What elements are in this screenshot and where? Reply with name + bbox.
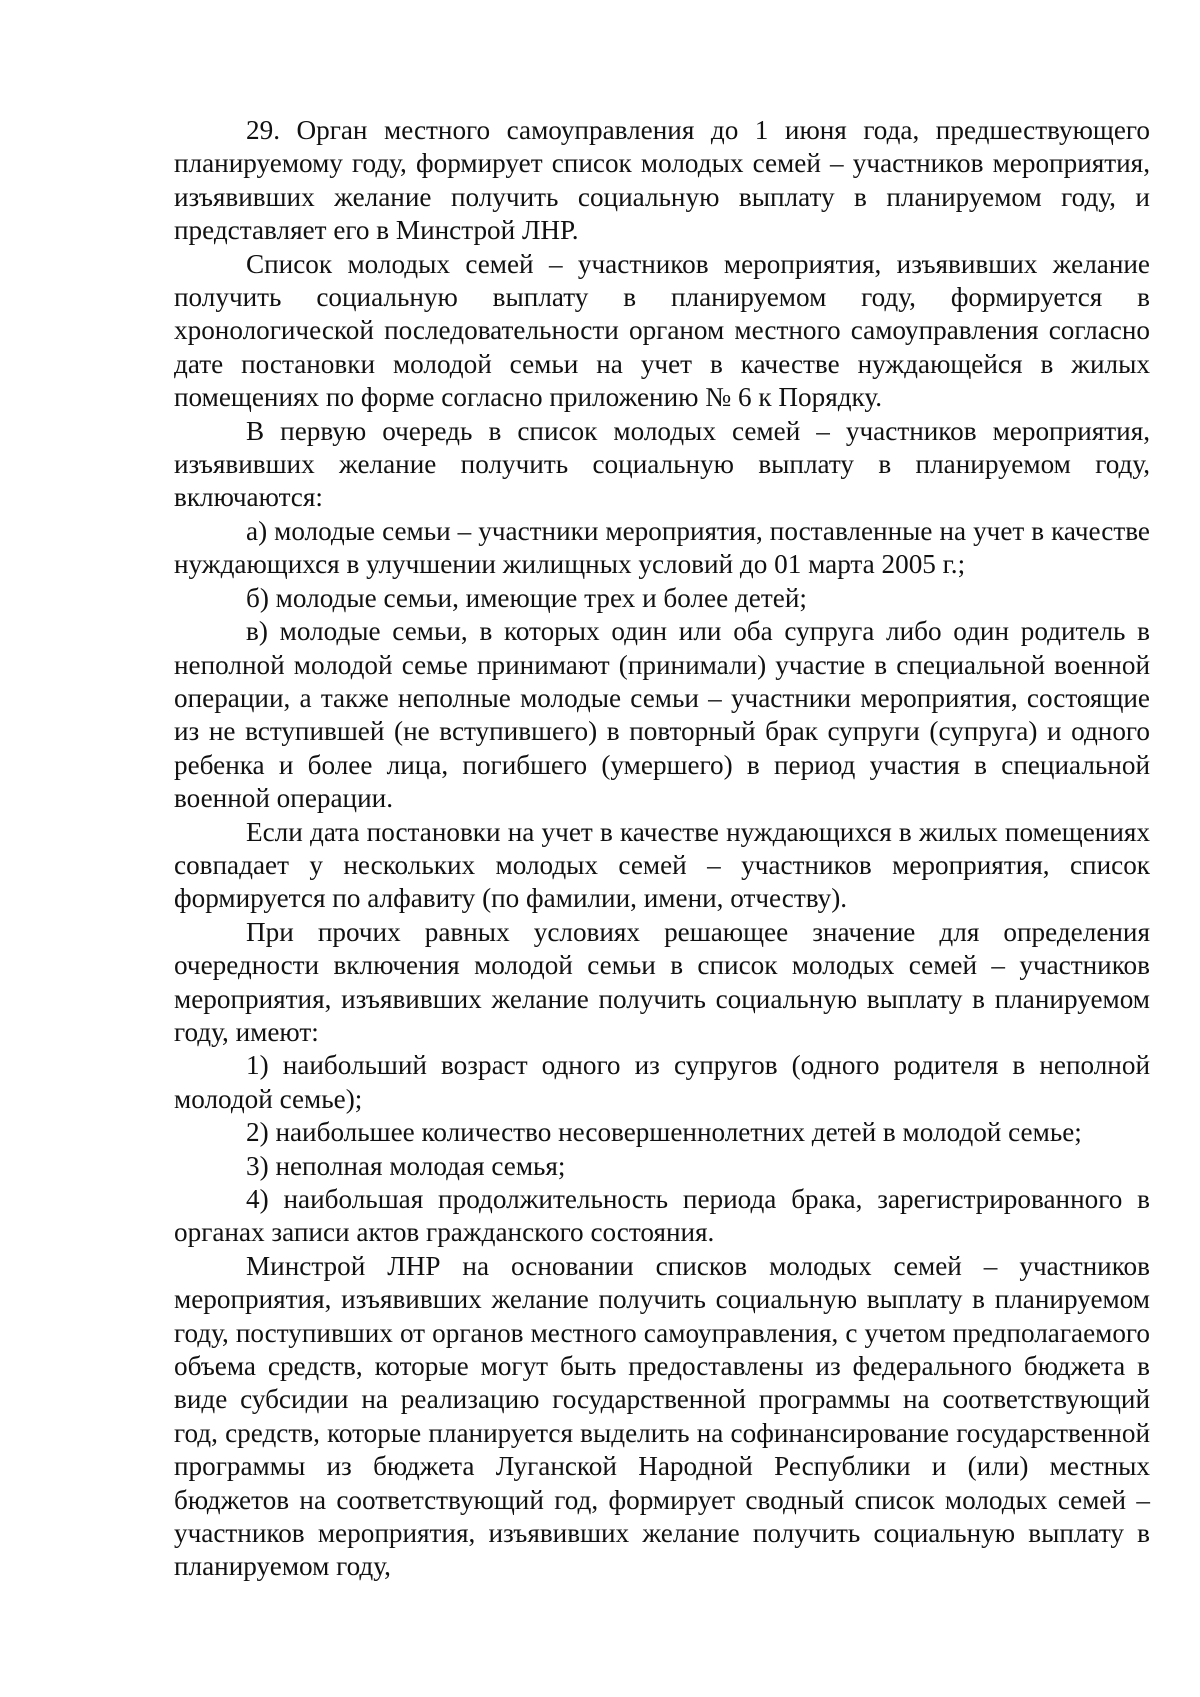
paragraph-equal-conditions: При прочих равных условиях решающее значение для определения очередности включения молодой семьи в список молодых семей – участников мероприятия, изъявивших желание получить социальную выплату в планируемом году, имеют: <box>174 916 1150 1047</box>
paragraph-item-a: а) молодые семьи – участники мероприятия, поставленные на учет в качестве нуждающихся в улучшении жилищных условий до 01 марта 2005 г.; <box>174 515 1150 580</box>
paragraph-same-date: Если дата постановки на учет в качестве нуждающихся в жилых помещениях совпадает у нескольких молодых семей – участников мероприятия, список формируется по алфавиту (по фамилии, имени, отчеству). <box>174 816 1150 914</box>
paragraph-item-b: б) молодые семьи, имеющие трех и более детей; <box>246 582 807 613</box>
paragraph-priority-intro: В первую очередь в список молодых семей – участников мероприятия, изъявивших желание получить социальную выплату в планируемом году, включаются: <box>174 415 1150 513</box>
paragraph-item-2: 2) наибольшее количество несовершеннолетних детей в молодой семье; <box>246 1117 1082 1148</box>
paragraph-29: 29. Орган местного самоуправления до 1 июня года, предшествующего планируемому году, формирует список молодых семей – участников мероприятия, изъявивших желание получить социальную выплату в планируемом году, и представляет его в Минстрой ЛНР. <box>174 115 1150 246</box>
paragraph-list-formation: Список молодых семей – участников мероприятия, изъявивших желание получить социальную выплату в планируемом году, формируется в хронологической последовательности органом местного самоуправления согласно дате постановки молодой семьи на учет в качестве нуждающейся в жилых помещениях по форме согласно приложению № 6 к Порядку. <box>174 248 1150 413</box>
paragraph-item-3: 3) неполная молодая семья; <box>246 1150 566 1181</box>
document-page <box>174 114 1150 1584</box>
paragraph-item-v: в) молодые семьи, в которых один или оба супруга либо один родитель в неполной молодой семье принимают (принимали) участие в специальной военной операции, а также неполные молодые семьи – участники мероприятия, состоящие из не вступившей (не вступившего) в повторный брак супруги (супруга) и одного ребенка и более лица, погибшего (умершего) в период участия в специальной военной операции. <box>174 616 1150 814</box>
paragraph-item-4: 4) наибольшая продолжительность периода брака, зарегистрированного в органах записи актов гражданского состояния. <box>174 1184 1150 1248</box>
paragraph-item-1: 1) наибольший возраст одного из супругов (одного родителя в неполной молодой семье); <box>174 1050 1150 1114</box>
paragraph-minstroy: Минстрой ЛНР на основании списков молодых семей – участников мероприятия, изъявивших желание получить социальную выплату в планируемом году, поступивших от органов местного самоуправления, с учетом предполагаемого объема средств, которые могут быть предоставлены из федерального бюджета в виде субсидии на реализацию государственной программы на соответствующий год, средств, которые планируется выделить на софинансирование государственной программы из бюджета Луганской Народной Республики и (или) местных бюджетов на соответствующий год, формирует сводный список молодых семей – участников мероприятия, изъявивших желание получить социальную выплату в планируемом году, <box>174 1250 1150 1582</box>
